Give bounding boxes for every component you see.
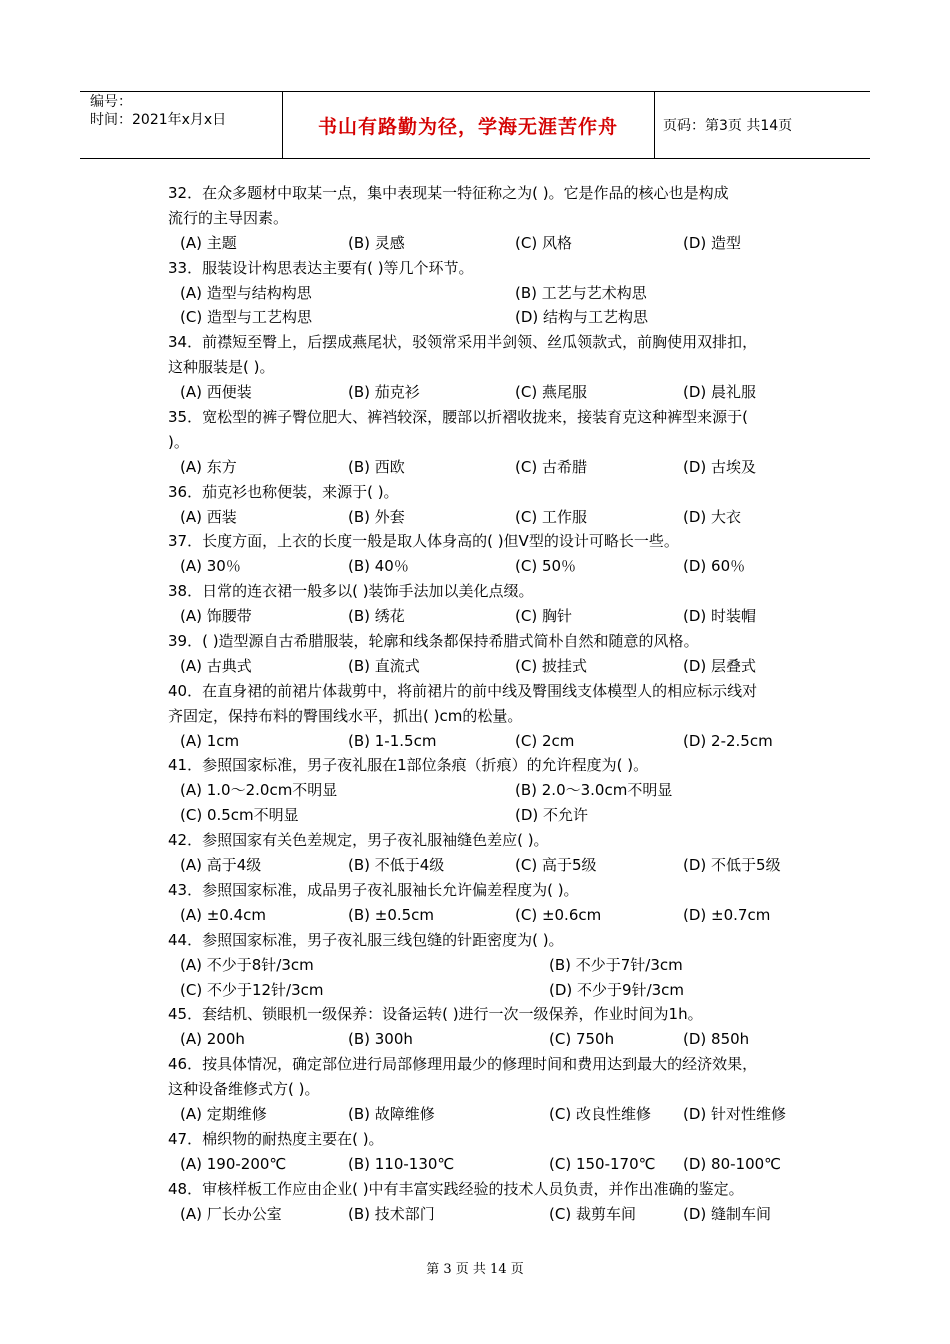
options-line: [168, 978, 858, 1003]
answer-option: (D) 80-100℃: [683, 1154, 781, 1173]
answer-option: (D) 晨礼服: [683, 383, 757, 402]
answer-option: (B) 故障维修: [348, 1104, 435, 1123]
answer-option: (C) 改良性维修: [549, 1104, 651, 1123]
question-text: 39．( )造型源自古希腊服装，轮廓和线条都保持希腊式简朴自然和随意的风格。: [168, 632, 699, 651]
answer-option: (A) 30％: [180, 557, 241, 576]
answer-option: (B) ±0.5cm: [348, 905, 435, 924]
options-line: [168, 654, 858, 679]
answer-option: (C) 高于5级: [515, 856, 597, 875]
answer-option: (D) 不允许: [515, 806, 589, 825]
answer-option: (A) 不少于8针/3cm: [180, 955, 314, 974]
answer-option: (C) 裁剪车间: [549, 1204, 636, 1223]
answer-option: (B) 1-1.5cm: [348, 731, 437, 750]
answer-option: (A) 主题: [180, 233, 237, 252]
question-line: [168, 579, 858, 604]
question-text: 41．参照国家标准，男子夜礼服在1部位条痕（折痕）的允许程度为( )。: [168, 756, 649, 775]
question-line: [168, 1077, 858, 1102]
answer-option: (A) 造型与结构构思: [180, 283, 312, 302]
question-text: 43．参照国家标准，成品男子夜礼服袖长允许偏差程度为( )。: [168, 880, 579, 899]
question-text: 46．按具体情况，确定部位进行局部修理用最少的修理时间和费用达到最大的经济效果，: [168, 1055, 758, 1074]
options-line: [168, 1027, 858, 1052]
question-text: 42．参照国家有关色差规定，男子夜礼服袖缝色差应( )。: [168, 831, 549, 850]
answer-option: (B) 不少于7针/3cm: [549, 955, 683, 974]
answer-option: (A) 1.0～2.0cm不明显: [180, 781, 338, 800]
answer-option: (D) 针对性维修: [683, 1104, 787, 1123]
options-line: [168, 231, 858, 256]
answer-option: (B) 直流式: [348, 656, 420, 675]
question-line: [168, 256, 858, 281]
answer-option: (A) 高于4级: [180, 856, 262, 875]
question-line: [168, 206, 858, 231]
question-line: [168, 753, 858, 778]
motto-text: 书山有路勤为径，学海无涯苦作舟: [317, 115, 618, 138]
options-line: [168, 1102, 858, 1127]
answer-option: (C) 风格: [515, 233, 572, 252]
answer-option: (C) 工作服: [515, 507, 587, 526]
answer-option: (C) 0.5cm不明显: [180, 806, 299, 825]
question-line: [168, 629, 858, 654]
options-line: [168, 281, 858, 306]
page-footer: 第 3 页 共 14 页: [426, 1262, 524, 1277]
answer-option: (D) 大衣: [683, 507, 742, 526]
options-line: [168, 305, 858, 330]
answer-option: (B) 西欧: [348, 457, 405, 476]
answer-option: (D) 850h: [683, 1030, 750, 1049]
question-line: [168, 355, 858, 380]
answer-option: (C) 50％: [515, 557, 577, 576]
question-line: [168, 1002, 858, 1027]
header-page-cell: [654, 92, 870, 158]
question-text: 44．参照国家标准，男子夜礼服三线包缝的针距密度为( )。: [168, 930, 564, 949]
serial-number-label: 编号：: [90, 94, 132, 110]
question-line: [168, 1127, 858, 1152]
answer-option: (A) 东方: [180, 457, 237, 476]
question-list: [168, 181, 858, 1226]
answer-option: (D) 不低于5级: [683, 856, 781, 875]
answer-option: (B) 40％: [348, 557, 409, 576]
answer-option: (A) 西便装: [180, 383, 252, 402]
answer-option: (A) 190-200℃: [180, 1154, 287, 1173]
options-line: [168, 729, 858, 754]
answer-option: (D) 时装帽: [683, 607, 757, 626]
options-line: [168, 903, 858, 928]
question-line: [168, 1052, 858, 1077]
question-line: [168, 828, 858, 853]
answer-option: (A) ±0.4cm: [180, 905, 267, 924]
page-header: [80, 91, 870, 159]
question-line: [168, 529, 858, 554]
options-line: [168, 505, 858, 530]
question-text: 这种服装是( )。: [168, 358, 275, 377]
question-line: [168, 181, 858, 206]
options-line: [168, 778, 858, 803]
header-info-cell: [80, 92, 283, 158]
answer-option: (D) 不少于9针/3cm: [549, 980, 685, 999]
options-line: [168, 380, 858, 405]
options-line: [168, 455, 858, 480]
question-line: [168, 704, 858, 729]
answer-option: (B) 绣花: [348, 607, 405, 626]
answer-option: (A) 古典式: [180, 656, 252, 675]
question-text: 32．在众多题材中取某一点，集中表现某一特征称之为( )。它是作品的核心也是构成: [168, 184, 729, 202]
options-line: [168, 803, 858, 828]
answer-option: (B) 灵感: [348, 233, 405, 252]
answer-option: (C) 胸针: [515, 607, 572, 626]
question-line: [168, 430, 858, 455]
answer-option: (D) 60％: [683, 557, 746, 576]
answer-option: (C) 燕尾服: [515, 383, 587, 402]
answer-option: (A) 200h: [180, 1030, 245, 1049]
answer-option: (D) 缝制车间: [683, 1204, 772, 1223]
answer-option: (C) 披挂式: [515, 656, 587, 675]
question-line: [168, 330, 858, 355]
answer-option: (D) 2-2.5cm: [683, 731, 773, 750]
answer-option: (B) 不低于4级: [348, 856, 445, 875]
question-text: 33．服装设计构思表达主要有( )等几个环节。: [168, 258, 474, 277]
question-line: [168, 928, 858, 953]
answer-option: (B) 茄克衫: [348, 383, 420, 402]
answer-option: (C) 不少于12针/3cm: [180, 980, 324, 999]
answer-option: (B) 外套: [348, 507, 405, 526]
answer-option: (B) 技术部门: [348, 1204, 435, 1223]
answer-option: (B) 工艺与艺术构思: [515, 283, 647, 302]
options-line: [168, 1202, 858, 1227]
options-line: [168, 853, 858, 878]
question-line: [168, 1177, 858, 1202]
answer-option: (C) ±0.6cm: [515, 905, 602, 924]
header-motto-cell: [282, 92, 655, 158]
question-text: 40．在直身裙的前裙片体裁剪中，将前裙片的前中线及臀围线支体模型人的相应标示线对: [168, 681, 758, 700]
question-line: [168, 878, 858, 903]
question-text: )。: [168, 432, 189, 451]
question-line: [168, 405, 858, 430]
answer-option: (C) 750h: [549, 1030, 615, 1049]
options-line: [168, 554, 858, 579]
answer-option: (D) 古埃及: [683, 457, 757, 476]
options-line: [168, 1152, 858, 1177]
options-line: [168, 604, 858, 629]
page-info: 页码：第3页 共14页: [663, 118, 793, 134]
answer-option: (C) 造型与工艺构思: [180, 308, 312, 327]
answer-option: (A) 饰腰带: [180, 607, 252, 626]
answer-option: (D) ±0.7cm: [683, 905, 771, 924]
answer-option: (D) 层叠式: [683, 656, 757, 675]
question-text: 37．长度方面，上衣的长度一般是取人体身高的( )但V型的设计可略长一些。: [168, 532, 679, 551]
answer-option: (A) 厂长办公室: [180, 1204, 282, 1223]
answer-option: (C) 古希腊: [515, 457, 587, 476]
answer-option: (B) 2.0～3.0cm不明显: [515, 781, 673, 800]
question-text: 48．审核样板工作应由企业( )中有丰富实践经验的技术人员负责，并作出准确的鉴定。: [168, 1179, 744, 1198]
question-line: [168, 679, 858, 704]
question-text: 齐固定，保持布料的臀围线水平，抓出( )cm的松量。: [168, 706, 523, 725]
answer-option: (D) 造型: [683, 233, 742, 252]
question-line: [168, 480, 858, 505]
question-text: 38．日常的连衣裙一般多以( )装饰手法加以美化点缀。: [168, 582, 534, 601]
question-text: 45．套结机、锁眼机一级保养：设备运转( )进行一次一级保养，作业时间为1h。: [168, 1005, 703, 1024]
question-text: 47．棉织物的耐热度主要在( )。: [168, 1129, 384, 1148]
answer-option: (B) 300h: [348, 1030, 413, 1049]
answer-option: (C) 2cm: [515, 731, 575, 750]
answer-option: (C) 150-170℃: [549, 1154, 656, 1173]
question-text: 这种设备维修式方( )。: [168, 1080, 320, 1099]
question-text: 36．茄克衫也称便装，来源于( )。: [168, 482, 399, 501]
answer-option: (A) 定期维修: [180, 1104, 267, 1123]
date-label: 时间：2021年x月x日: [90, 112, 227, 128]
answer-option: (A) 1cm: [180, 731, 240, 750]
question-text: 34．前襟短至臀上，后摆成燕尾状，驳领常采用半剑领、丝瓜领款式，前胸使用双排扣，: [168, 333, 758, 352]
answer-option: (D) 结构与工艺构思: [515, 308, 649, 327]
question-text: 35．宽松型的裤子臀位肥大、裤裆较深，腰部以折褶收拢来，接装育克这种裤型来源于(: [168, 408, 748, 427]
question-text: 流行的主导因素。: [168, 208, 289, 227]
options-line: [168, 953, 858, 978]
answer-option: (A) 西装: [180, 507, 237, 526]
answer-option: (B) 110-130℃: [348, 1154, 455, 1173]
